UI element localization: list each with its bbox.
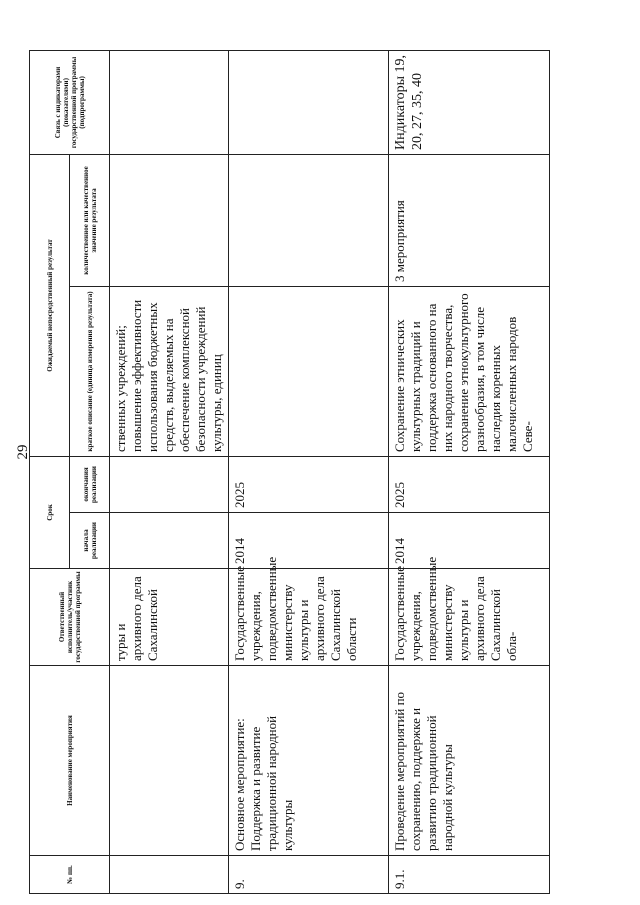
header-result-value: количественное или качественное значение результата xyxy=(70,154,110,286)
header-term: Срок xyxy=(30,456,70,568)
cell-name xyxy=(110,666,229,856)
header-responsible: Ответственный исполнитель/участник государственной программы xyxy=(30,569,110,666)
cell-num: 9.1. xyxy=(389,856,550,894)
cell-result-value xyxy=(110,154,229,286)
header-result-desc: краткое описание (единица измерения результата) xyxy=(70,286,110,456)
cell-end xyxy=(110,456,229,512)
cell-num xyxy=(110,856,229,894)
cell-start: 2014 xyxy=(389,513,550,569)
rotated-page xyxy=(0,2,640,902)
header-num: № пп. xyxy=(30,856,110,894)
header-row-1 xyxy=(30,50,70,893)
cell-result-desc xyxy=(229,286,389,456)
cell-end: 2025 xyxy=(229,456,389,512)
cell-end: 2025 xyxy=(389,456,550,512)
table-row xyxy=(389,50,550,893)
table-row xyxy=(110,50,229,893)
header-term-start: начала реализации xyxy=(70,513,110,569)
cell-name: Проведение мероприятий по сохранению, поддержке и развитию традиционной народной культуры xyxy=(389,666,550,856)
cell-name: Основное мероприятие: Поддержка и развитие традиционной народной культуры xyxy=(229,666,389,856)
cell-result-value xyxy=(229,154,389,286)
cell-link xyxy=(229,50,389,154)
cell-result-value: 3 мероприятия xyxy=(389,154,550,286)
page-number: 29 xyxy=(15,444,31,460)
cell-start: 2014 xyxy=(229,513,389,569)
cell-responsible: Государственные учреждения, подведомственные министерству культуры и архивного дела Сахалинской области xyxy=(229,569,389,666)
cell-num: 9. xyxy=(229,856,389,894)
cell-responsible: Государственные учреждения, подведомственные министерству культуры и архивного дела Сахалинской обла- xyxy=(389,569,550,666)
header-term-end: окончания реализации xyxy=(70,456,110,512)
measures-table xyxy=(29,50,550,894)
cell-responsible: туры и архивного дела Сахалинской xyxy=(110,569,229,666)
cell-link: Индикаторы 19, 20, 27, 35, 40 xyxy=(389,50,550,154)
cell-link xyxy=(110,50,229,154)
cell-result-desc: Сохранение этнических культурных традиций и поддержка основанного на них народного творчества, сохранение этнокультурного разнообразия, в том числе наследия коренных малочисленных народов Севе- xyxy=(389,286,550,456)
cell-start xyxy=(110,513,229,569)
header-result: Ожидаемый непосредственный результат xyxy=(30,154,70,456)
cell-result-desc: ственных учреждений; повышение эффективности использования бюджетных средств, выделяемых на обеспечение комплексной безопасности учреждений культуры, единиц xyxy=(110,286,229,456)
table-row xyxy=(229,50,389,893)
header-name: Наименование мероприятия xyxy=(30,666,110,856)
header-link: Связь с индикаторами (показателями) государственной программы (подпрограммы) xyxy=(30,50,110,154)
